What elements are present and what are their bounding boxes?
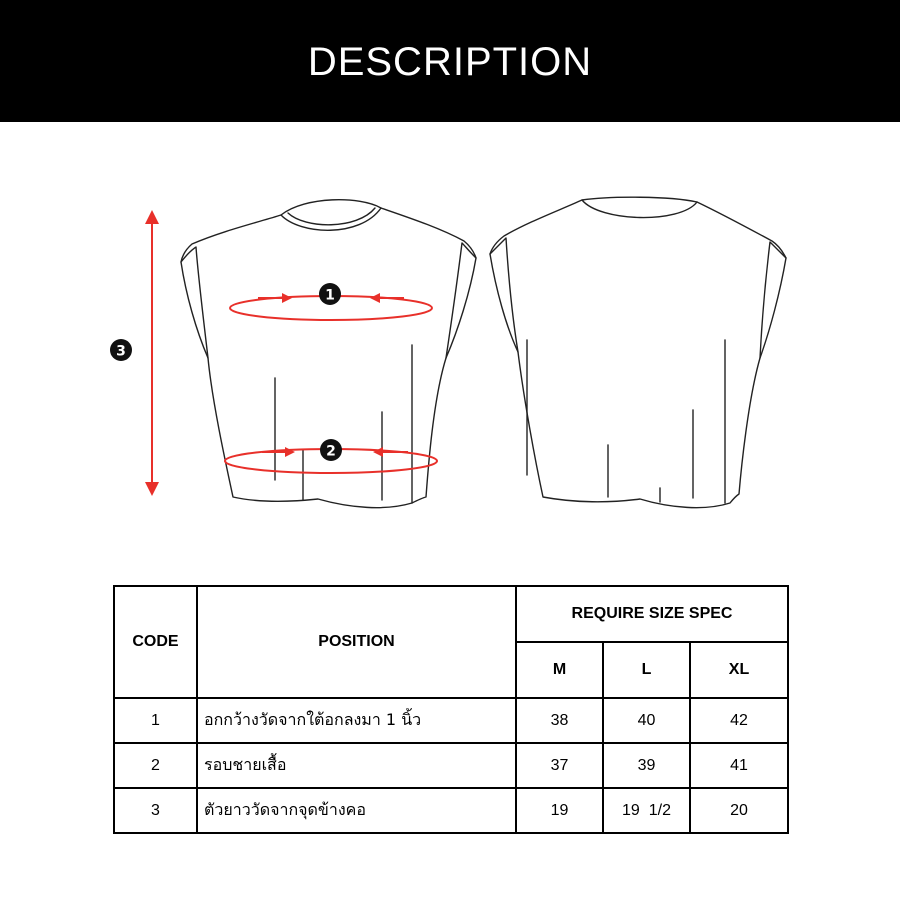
table-header-row: [114, 586, 788, 642]
page-title: DESCRIPTION: [307, 40, 593, 84]
length-measure: [145, 210, 159, 496]
header-size-xl: XL: [690, 642, 788, 698]
header-position: POSITION: [197, 586, 516, 698]
row-size-m: 19: [516, 788, 603, 833]
row-size-xl: 20: [690, 788, 788, 833]
row-position: รอบชายเสื้อ: [197, 743, 516, 788]
shirt-back: [490, 197, 786, 507]
measurement-diagram: [0, 122, 900, 562]
row-position: อกกว้างวัดจากใต้อกลงมา 1 นิ้ว: [197, 698, 516, 743]
header-bar: [0, 0, 900, 122]
header-code: CODE: [114, 586, 197, 698]
garment-illustration: [0, 122, 900, 562]
row-size-xl: 42: [690, 698, 788, 743]
marker-1: [319, 283, 341, 305]
marker-3: [110, 339, 132, 361]
header-size-l: L: [603, 642, 690, 698]
marker-2-label: 2: [326, 443, 336, 460]
header-size-m: M: [516, 642, 603, 698]
row-size-m: 37: [516, 743, 603, 788]
table-row: [114, 698, 788, 743]
size-spec-table: [113, 585, 789, 834]
header-size-spec: REQUIRE SIZE SPEC: [516, 586, 788, 642]
row-size-l: 40: [603, 698, 690, 743]
row-size-l: 19 1/2: [603, 788, 690, 833]
row-size-m: 38: [516, 698, 603, 743]
row-size-l: 39: [603, 743, 690, 788]
table-row: [114, 788, 788, 833]
row-position: ตัวยาววัดจากจุดข้างคอ: [197, 788, 516, 833]
table-row: [114, 743, 788, 788]
marker-1-label: 1: [325, 287, 335, 304]
row-code: 1: [114, 698, 197, 743]
marker-3-label: 3: [116, 343, 126, 360]
marker-2: [320, 439, 342, 461]
row-size-xl: 41: [690, 743, 788, 788]
row-code: 2: [114, 743, 197, 788]
row-code: 3: [114, 788, 197, 833]
